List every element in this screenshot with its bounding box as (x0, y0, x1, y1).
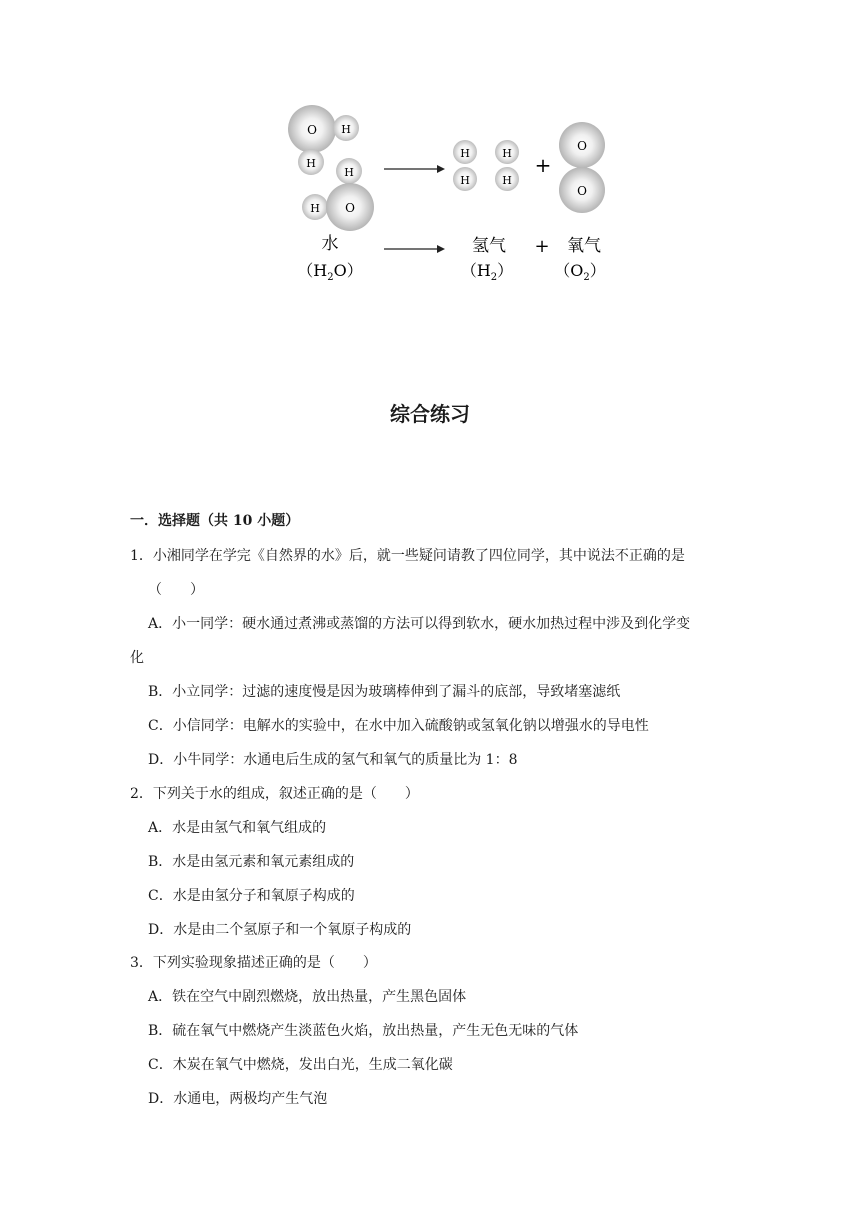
question-3-option-c: C．木炭在氧气中燃烧，发出白光，生成二氧化碳 (148, 1057, 453, 1073)
question-3-stem: 3．下列实验现象描述正确的是（ ） (130, 955, 377, 971)
question-2-option-d: D．水是由二个氢原子和一个氧原子构成的 (148, 922, 412, 938)
question-1-option-a-cont: 化 (130, 650, 144, 666)
question-1-stem-cont: （ ） (148, 582, 204, 598)
atom-label-o: O (577, 139, 587, 153)
question-3-option-d: D．水通电，两极均产生气泡 (148, 1091, 328, 1107)
question-2-option-a: A．水是由氢气和氧气组成的 (148, 820, 327, 836)
water-electrolysis-diagram (280, 95, 620, 290)
hydrogen-molecules (453, 140, 519, 191)
atom-label-h: H (310, 202, 320, 215)
question-1-option-a: A．小一同学：硬水通过煮沸或蒸馏的方法可以得到软水，硬水加热过程中涉及到化学变 (148, 616, 691, 632)
atom-label-h: H (306, 157, 316, 170)
question-1-option-b: B．小立同学：过滤的速度慢是因为玻璃棒伸到了漏斗的底部，导致堵塞滤纸 (148, 684, 621, 700)
hydrogen-formula: $(H_2)$ (460, 261, 514, 283)
question-3-option-a: A．铁在空气中剧烈燃烧，放出热量，产生黑色固体 (148, 989, 467, 1005)
question-2-stem: 2．下列关于水的组成，叙述正确的是（ ） (130, 786, 419, 802)
question-1-option-d: D．小牛同学：水通电后生成的氢气和氧气的质量比为 1：8 (148, 752, 518, 768)
page-title: 综合练习 (390, 402, 470, 426)
question-2-option-c: C．水是由氢分子和氧原子构成的 (148, 888, 355, 904)
water-label: 水 (321, 234, 339, 254)
section-heading: 一．选择题（共 10 小题） (130, 513, 300, 529)
atom-label-h: H (460, 174, 470, 187)
question-1-stem: 1．小湘同学在学完《自然界的水》后，就一些疑问请教了四位同学，其中说法不正确的是 (130, 548, 685, 564)
atom-label-o: O (577, 184, 587, 198)
reaction-arrow-bottom (384, 245, 445, 253)
question-3-option-b: B．硫在氧气中燃烧产生淡蓝色火焰，放出热量，产生无色无味的气体 (148, 1023, 579, 1039)
reaction-arrow-top (384, 165, 445, 173)
atom-label-h: H (460, 147, 470, 160)
water-formula: $(H_2O)$ (297, 261, 363, 283)
atom-label-h: H (502, 147, 512, 160)
atom-label-o: O (307, 123, 317, 137)
oxygen-formula: $(O_2)$ (554, 261, 606, 283)
oxygen-molecule (559, 122, 605, 213)
plus-sign-bottom: + (534, 236, 550, 257)
hydrogen-label: 氢气 (472, 236, 506, 256)
atom-label-h: H (502, 174, 512, 187)
plus-sign-top: + (534, 153, 552, 177)
oxygen-label: 氧气 (567, 236, 601, 256)
question-2-option-b: B．水是由氢元素和氧元素组成的 (148, 854, 355, 870)
atom-label-h: H (344, 166, 354, 179)
atom-label-h: H (341, 123, 351, 136)
atom-label-o: O (345, 201, 355, 215)
question-1-option-c: C．小信同学：电解水的实验中，在水中加入硫酸钠或氢氧化钠以增强水的导电性 (148, 718, 649, 734)
